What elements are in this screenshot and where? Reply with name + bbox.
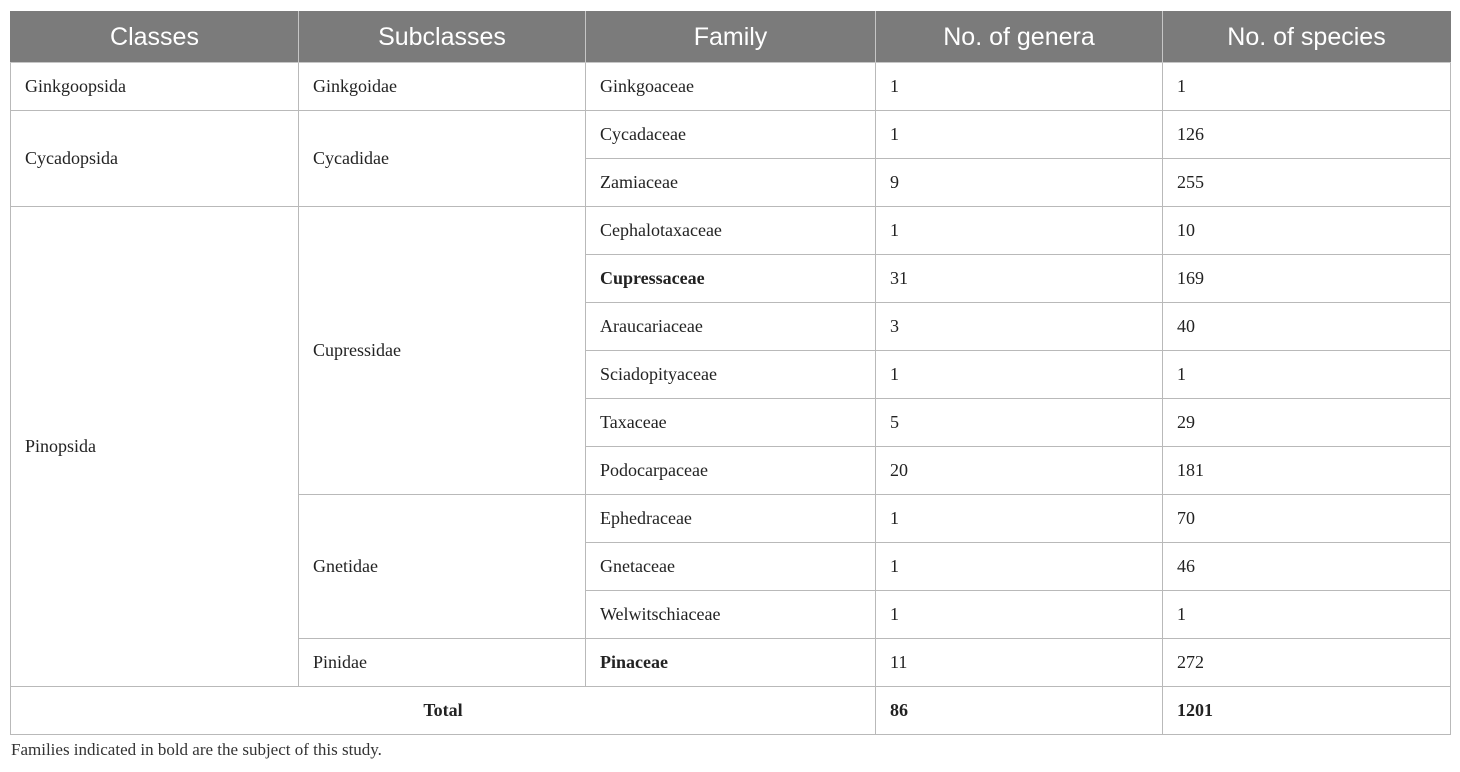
table-header — [11, 12, 1451, 63]
table-body — [11, 63, 1451, 735]
species-cell: 46 — [1163, 543, 1451, 591]
subclass-cell: Gnetidae — [299, 495, 586, 639]
table-row — [11, 63, 1451, 111]
genera-cell: 9 — [876, 159, 1163, 207]
subclass-cell: Pinidae — [299, 639, 586, 687]
species-cell: 181 — [1163, 447, 1451, 495]
class-cell: Pinopsida — [11, 207, 299, 687]
family-cell: Cycadaceae — [586, 111, 876, 159]
family-cell: Sciadopityaceae — [586, 351, 876, 399]
family-cell-highlighted: Pinaceae — [586, 639, 876, 687]
genera-cell: 31 — [876, 255, 1163, 303]
species-cell: 1 — [1163, 351, 1451, 399]
species-cell: 255 — [1163, 159, 1451, 207]
gymnosperm-family-table-container — [10, 11, 1450, 735]
species-cell: 70 — [1163, 495, 1451, 543]
genera-cell: 1 — [876, 495, 1163, 543]
species-cell: 126 — [1163, 111, 1451, 159]
header-genera: No. of genera — [876, 12, 1163, 63]
subclass-cell: Cupressidae — [299, 207, 586, 495]
genera-cell: 5 — [876, 399, 1163, 447]
genera-cell: 1 — [876, 63, 1163, 111]
header-classes: Classes — [11, 12, 299, 63]
gymnosperm-family-table — [10, 11, 1451, 735]
total-row — [11, 687, 1451, 735]
species-cell: 1 — [1163, 591, 1451, 639]
class-cell: Ginkgoopsida — [11, 63, 299, 111]
family-cell: Ginkgoaceae — [586, 63, 876, 111]
subclass-cell: Ginkgoidae — [299, 63, 586, 111]
header-subclasses: Subclasses — [299, 12, 586, 63]
species-cell: 169 — [1163, 255, 1451, 303]
species-cell: 1 — [1163, 63, 1451, 111]
header-family: Family — [586, 12, 876, 63]
genera-cell: 1 — [876, 111, 1163, 159]
family-cell: Podocarpaceae — [586, 447, 876, 495]
species-cell: 10 — [1163, 207, 1451, 255]
genera-cell: 3 — [876, 303, 1163, 351]
genera-cell: 1 — [876, 351, 1163, 399]
family-cell: Taxaceae — [586, 399, 876, 447]
table-footnote: Families indicated in bold are the subject of this study. — [11, 740, 382, 759]
family-cell: Welwitschiaceae — [586, 591, 876, 639]
header-species: No. of species — [1163, 12, 1451, 63]
total-label: Total — [11, 687, 876, 735]
genera-cell: 1 — [876, 207, 1163, 255]
species-cell: 40 — [1163, 303, 1451, 351]
genera-cell: 11 — [876, 639, 1163, 687]
family-cell: Zamiaceae — [586, 159, 876, 207]
class-cell: Cycadopsida — [11, 111, 299, 207]
genera-cell: 1 — [876, 591, 1163, 639]
family-cell: Gnetaceae — [586, 543, 876, 591]
subclass-cell: Cycadidae — [299, 111, 586, 207]
table-row — [11, 111, 1451, 159]
table-row — [11, 207, 1451, 255]
header-row — [11, 12, 1451, 63]
family-cell: Araucariaceae — [586, 303, 876, 351]
family-cell: Ephedraceae — [586, 495, 876, 543]
family-cell: Cephalotaxaceae — [586, 207, 876, 255]
family-cell-highlighted: Cupressaceae — [586, 255, 876, 303]
species-cell: 272 — [1163, 639, 1451, 687]
genera-cell: 1 — [876, 543, 1163, 591]
genera-cell: 20 — [876, 447, 1163, 495]
total-species: 1201 — [1163, 687, 1451, 735]
species-cell: 29 — [1163, 399, 1451, 447]
total-genera: 86 — [876, 687, 1163, 735]
